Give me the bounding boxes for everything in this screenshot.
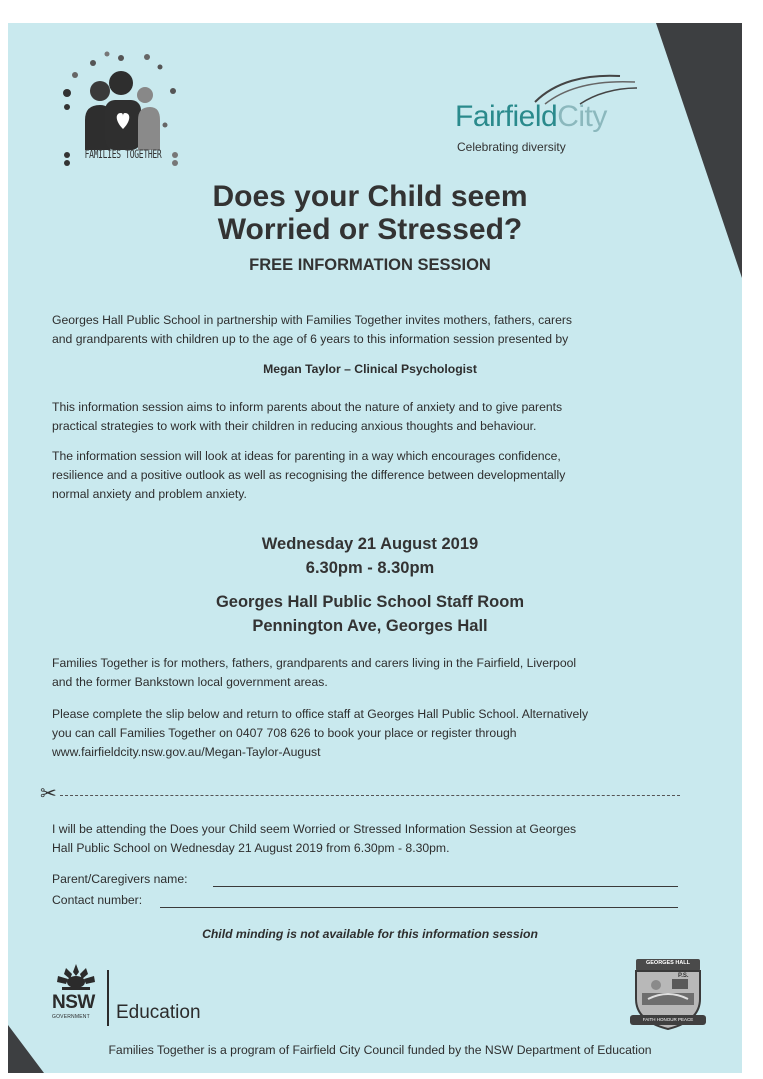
ideas-line1: The information session will look at ideas for parenting in a way which encourages confidence, xyxy=(52,449,561,463)
intro-line2: and grandparents with children up to the age of 6 years to this information session presented by xyxy=(52,332,569,346)
title-line1: Does your Child seem xyxy=(212,180,528,213)
event-date: Wednesday 21 August 2019 xyxy=(261,535,479,553)
school-badge xyxy=(628,955,708,1035)
register-paragraph xyxy=(52,705,722,762)
school-badge-motto: FAITH HONOUR PEACE xyxy=(642,1017,694,1022)
register-line1: Please complete the slip below and return to office staff at Georges Hall Public School. Alternatively xyxy=(52,707,589,721)
cut-line xyxy=(60,795,680,796)
contact-field-line[interactable] xyxy=(160,907,678,908)
fairfield-tagline: Celebrating diversity xyxy=(457,140,566,154)
slip-attending-line1: I will be attending the Does your Child seem Worried or Stressed Information Session at Georges xyxy=(52,822,577,836)
slip-attending-line2: Hall Public School on Wednesday 21 August 2019 from 6.30pm - 8.30pm. xyxy=(52,841,450,855)
event-time: 6.30pm - 8.30pm xyxy=(305,559,435,577)
school-badge-name: GEORGES HALL xyxy=(645,960,690,966)
event-address: Pennington Ave, Georges Hall xyxy=(252,617,488,635)
scissors-icon: ✂ xyxy=(40,783,57,805)
slip-attending-text xyxy=(52,820,722,858)
nsw-government-text: GOVERNMENT xyxy=(52,1014,90,1020)
school-badge-ps: P.S. xyxy=(678,973,689,979)
contact-field-label: Contact number: xyxy=(52,893,143,907)
families-info-line1: Families Together is for mothers, fathers, grandparents and carers living in the Fairfield, Liverpool xyxy=(52,656,577,670)
intro-paragraph xyxy=(52,311,722,349)
aims-line1: This information session aims to inform parents about the nature of anxiety and to give parents xyxy=(52,400,563,414)
corner-decoration-bottom xyxy=(8,1025,44,1073)
fairfield-city-logo xyxy=(455,70,655,160)
corner-decoration-top xyxy=(656,23,742,278)
fairfield-wordmark-part1: Fairfield xyxy=(455,100,558,133)
fairfield-wordmark-part2: City xyxy=(557,100,607,133)
logo-divider xyxy=(107,970,109,1026)
register-line2: you can call Families Together on 0407 708 626 to book your place or register through xyxy=(52,726,517,740)
name-field-line[interactable] xyxy=(213,886,678,887)
event-venue: Georges Hall Public School Staff Room xyxy=(215,593,525,611)
school-crest-icon xyxy=(628,955,708,1035)
program-footer-text: Families Together is a program of Fairfield City Council funded by the NSW Department of Education xyxy=(108,1043,652,1057)
families-together-logo xyxy=(55,45,190,170)
aims-line2: practical strategies to work with their children in reducing anxious thoughts and behaviour. xyxy=(52,419,537,433)
waratah-icon xyxy=(54,962,98,992)
ideas-line2: resilience and a positive outlook as well as recognising the difference between developmentally xyxy=(52,468,566,482)
ideas-paragraph xyxy=(52,447,722,504)
families-info-paragraph xyxy=(52,654,722,692)
families-info-line2: and the former Bankstown local government areas. xyxy=(52,675,328,689)
ideas-line3: normal anxiety and problem anxiety. xyxy=(52,487,247,501)
title-line2: Worried or Stressed? xyxy=(217,213,523,246)
aims-paragraph xyxy=(52,398,722,436)
subtitle: FREE INFORMATION SESSION xyxy=(249,256,491,274)
register-line3: www.fairfieldcity.nsw.gov.au/Megan-Taylor-August xyxy=(52,745,321,759)
nsw-text: NSW xyxy=(52,992,95,1013)
name-field-label: Parent/Caregivers name: xyxy=(52,872,188,886)
title xyxy=(150,180,590,246)
child-minding-note: Child minding is not available for this information session xyxy=(202,927,538,941)
event-details xyxy=(150,532,590,638)
fairfield-wordmark xyxy=(455,100,607,134)
education-text: Education xyxy=(116,1002,201,1023)
families-together-logo-text: FAMILIES TOGETHER xyxy=(84,148,162,161)
intro-line1: Georges Hall Public School in partnership with Families Together invites mothers, fathers, carers xyxy=(52,313,573,327)
presenter: Megan Taylor – Clinical Psychologist xyxy=(263,362,477,376)
nsw-education-logo xyxy=(52,962,222,1032)
